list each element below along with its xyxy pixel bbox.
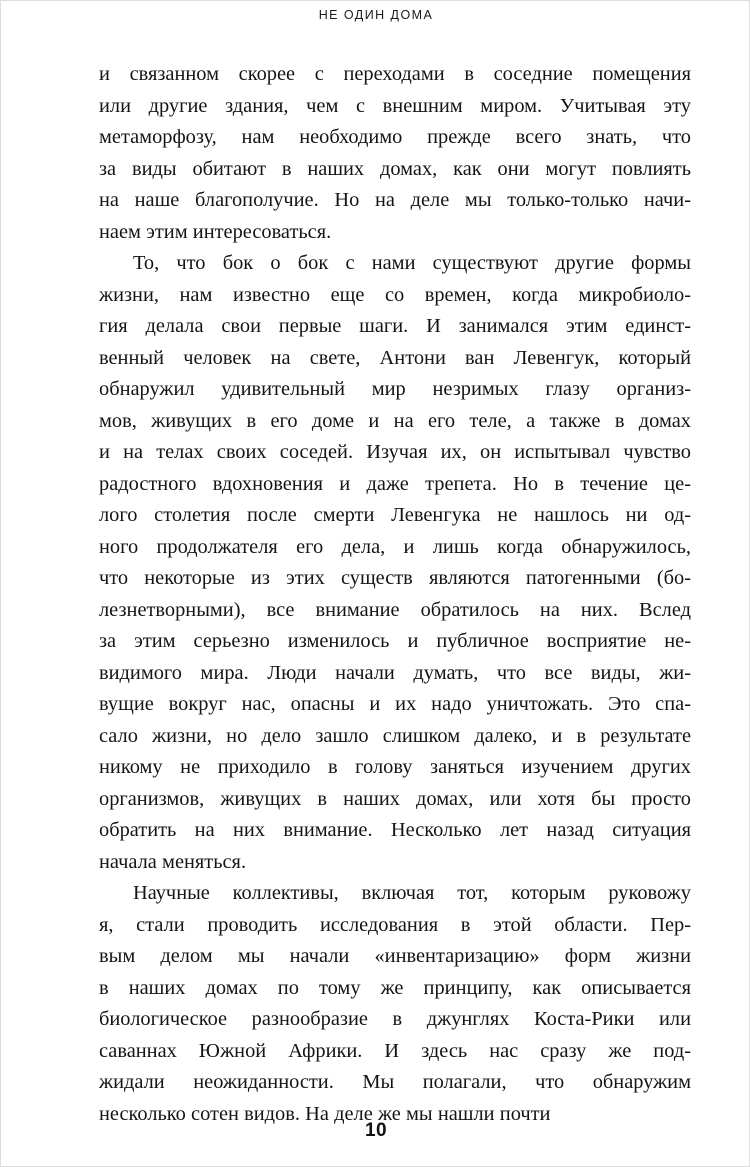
text-line: несколько сотен видов. На деле же мы нашли почти bbox=[99, 1102, 551, 1125]
text-line: никому не приходило в голову заняться изучением других bbox=[99, 756, 691, 778]
text-line: жидали неожиданности. Мы полагали, что обнаружим bbox=[99, 1071, 691, 1093]
text-line: и связанном скорее с переходами в соседние помещения bbox=[99, 63, 691, 85]
text-line: организмов, живущих в наших домах, или хотя бы просто bbox=[99, 787, 691, 810]
page-number: 10 bbox=[365, 1120, 387, 1141]
text-line: саваннах Южной Африки. И здесь нас сразу же под- bbox=[99, 1039, 691, 1062]
text-line: в наших домах по тому же принципу, как описывается bbox=[99, 976, 691, 999]
text-line: Научные коллективы, включая тот, которым руковожу bbox=[133, 882, 691, 904]
text-line: жизни, нам известно еще со времен, когда микробиоло- bbox=[99, 283, 691, 306]
text-line: радостного вдохновения и даже трепета. Но в течение це- bbox=[99, 472, 691, 495]
text-line: за виды обитают в наших домах, как они могут повлиять bbox=[99, 157, 691, 180]
text-line: наем этим интересоваться. bbox=[99, 220, 332, 243]
text-line: обнаружил удивительный мир незримых глазу организ- bbox=[99, 378, 691, 400]
text-line: обратить на них внимание. Несколько лет назад ситуация bbox=[99, 819, 691, 841]
text-line: на наше благополучие. Но на деле мы только-только начи- bbox=[99, 189, 691, 211]
text-line: что некоторые из этих существ являются патогенными (бо- bbox=[99, 567, 691, 589]
text-line: начала меняться. bbox=[99, 850, 247, 873]
paragraph bbox=[99, 248, 691, 878]
text-line: биологическое разнообразие в джунглях Коста-Рики или bbox=[99, 1008, 691, 1030]
text-line: мов, живущих в его доме и на его теле, а также в домах bbox=[99, 409, 691, 432]
running-head: НЕ ОДИН ДОМА bbox=[318, 8, 434, 22]
text-line: вым делом мы начали «инвентаризацию» форм жизни bbox=[99, 945, 691, 967]
text-line: лезнетворными), все внимание обратилось на них. Вслед bbox=[99, 598, 691, 621]
paragraph bbox=[99, 59, 691, 248]
text-line: метаморфозу, нам необходимо прежде всего знать, что bbox=[99, 126, 691, 148]
text-line: я, стали проводить исследования в этой области. Пер- bbox=[99, 913, 691, 936]
text-line: и на телах своих соседей. Изучая их, он испытывал чувство bbox=[99, 441, 691, 463]
body-text-block bbox=[99, 59, 691, 1130]
text-line: за этим серьезно изменилось и публичное восприятие не- bbox=[99, 630, 691, 652]
text-line: или другие здания, чем с внешним миром. Учитывая эту bbox=[99, 94, 691, 117]
text-line: ного продолжателя его дела, и лишь когда обнаружилось, bbox=[99, 535, 691, 558]
text-line: То, что бок о бок с нами существуют другие формы bbox=[133, 252, 691, 274]
text-line: венный человек на свете, Антони ван Левенгук, который bbox=[99, 346, 691, 369]
text-line: вущие вокруг нас, опасны и их надо уничтожать. Это спа- bbox=[99, 693, 691, 715]
paragraph bbox=[99, 878, 691, 1130]
text-line: сало жизни, но дело зашло слишком далеко, и в результате bbox=[99, 724, 691, 747]
text-line: видимого мира. Люди начали думать, что все виды, жи- bbox=[99, 661, 691, 684]
text-line: лого столетия после смерти Левенгука не нашлось ни од- bbox=[99, 504, 691, 526]
text-line: гия делала свои первые шаги. И занимался этим единст- bbox=[99, 315, 691, 337]
